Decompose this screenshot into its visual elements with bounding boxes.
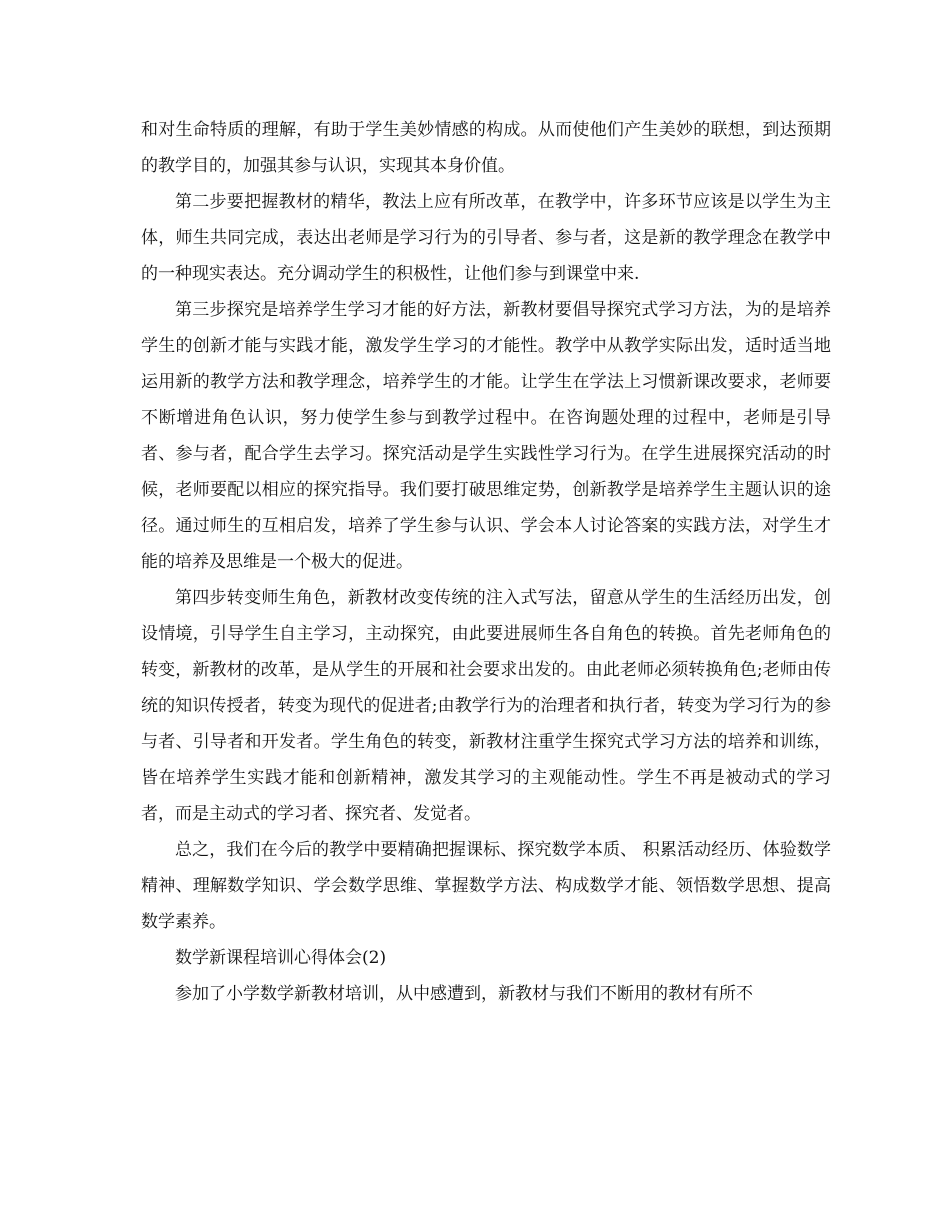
paragraph-1: 和对生命特质的理解，有助于学生美妙情感的构成。从而使他们产生美妙的联想，到达预期的教学目的，加强其参与认识，实现其本身价值。 [141,120,831,176]
paragraph-6: 参加了小学数学新教材培训，从中感遭到，新教材与我们不断用的教材有所不 [175,984,753,1004]
document-page [141,112,831,1012]
paragraph-5: 总之，我们在今后的教学中要精确把握课标、探究数学本质、 积累活动经历、体验数学精神、理解数学知识、学会数学思维、掌握数学方法、构成数学才能、领悟数学思想、提高数学素养。 [141,840,831,932]
paragraph-2: 第二步要把握教材的精华，教法上应有所改革，在教学中，许多环节应该是以学生为主体，师生共同完成，表达出老师是学习行为的引导者、参与者，这是新的教学理念在教学中的一种现实表达。充分调动学生的积极性，让他们参与到课堂中来. [141,192,831,284]
paragraph-3: 第三步探究是培养学生学习才能的好方法，新教材要倡导探究式学习方法，为的是培养学生的创新才能与实践才能，激发学生学习的才能性。教学中从教学实际出发，适时适当地运用新的教学方法和教学理念，培养学生的才能。让学生在学法上习惯新课改要求，老师要不断增进角色认识，努力使学生参与到教学过程中。在咨询题处理的过程中，老师是引导者、参与者，配合学生去学习。探究活动是学生实践性学习行为。在学生进展探究活动的时候，老师要配以相应的探究指导。我们要打破思维定势，创新教学是培养学生主题认识的途径。通过师生的互相启发，培养了学生参与认识、学会本人讨论答案的实践方法，对学生才能的培养及思维是一个极大的促进。 [141,300,831,572]
section-title: 数学新课程培训心得体会(2) [175,948,387,968]
paragraph-4: 第四步转变师生角色，新教材改变传统的注入式写法，留意从学生的生活经历出发，创设情境，引导学生自主学习，主动探究，由此要进展师生各自角色的转换。首先老师角色的转变，新教材的改革，是从学生的开展和社会要求出发的。由此老师必须转换角色;老师由传统的知识传授者，转变为现代的促进者;由教学行为的治理者和执行者，转变为学习行为的参与者、引导者和开发者。学生角色的转变，新教材注重学生探究式学习方法的培养和训练，皆在培养学生实践才能和创新精神，激发其学习的主观能动性。学生不再是被动式的学习者，而是主动式的学习者、探究者、发觉者。 [141,588,831,824]
